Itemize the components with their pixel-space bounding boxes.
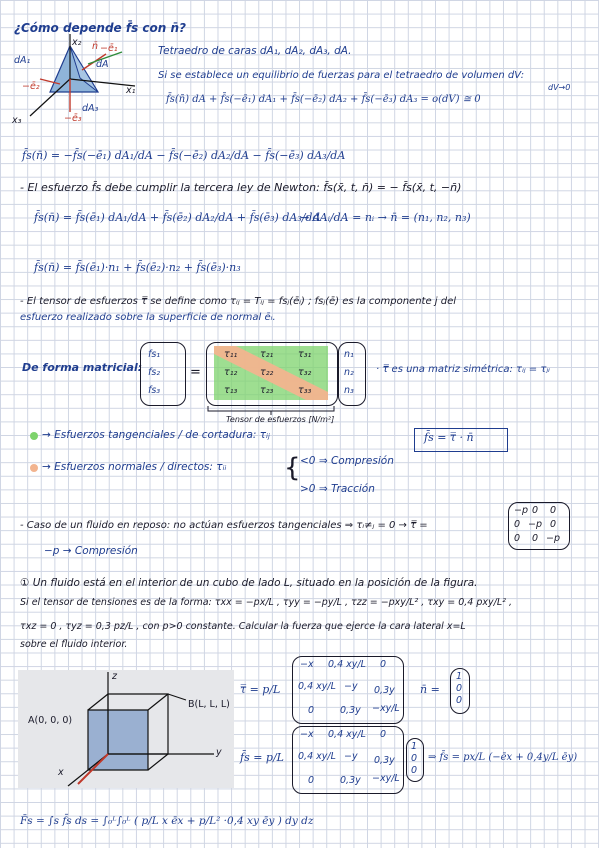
fig-label-x2: x₂	[72, 37, 82, 48]
lhs-fs3: fs₃	[148, 385, 161, 396]
problem-statement-1: ① Un fluido está en el interior de un cubo de lado L, situado en la posición de la figura.	[20, 577, 478, 589]
fs-tau-23: 0,3y	[374, 755, 395, 766]
tau-11: τ₁₁	[224, 349, 238, 360]
fig-label-e3: −ē₃	[64, 113, 82, 124]
tetra-line2: Si se establece un equilibrio de fuerzas para el tetraedro de volumen dV:	[158, 70, 525, 81]
cube-axis-y: y	[216, 747, 222, 758]
fs-tau-11: −x	[300, 729, 314, 740]
fig-label-e2: −ē₂	[22, 81, 40, 92]
rest-m23: 0	[550, 519, 557, 530]
tau-13: τ₁₃	[224, 385, 238, 396]
tau-33: τ₃₃	[298, 385, 312, 396]
fs-n3: 0	[411, 765, 418, 776]
final-integral: F̄s = ∫s f̄s ds = ∫₀ᴸ∫₀ᴸ ( p/L x ēx + p/L² ·0,4 xy ēy ) dy dz	[20, 815, 314, 827]
eq-fs-negative: f̄s(n̄) = −f̄s(−ē₁) dA₁/dA − f̄s(−ē₂) dA₂/dA − f̄s(−ē₃) dA₃/dA	[22, 149, 346, 162]
tau-s23: 0,3y	[374, 685, 395, 696]
fs-tau-12: 0,4 xy/L	[328, 729, 366, 740]
rest-m31: 0	[514, 533, 521, 544]
tau-32: τ₃₂	[298, 367, 312, 378]
cube-drawing	[18, 670, 234, 788]
equilibrium-eq-note: dV→0	[548, 83, 571, 92]
rest-m33: −p	[546, 533, 560, 544]
rest-m11: −p	[514, 505, 528, 516]
tau-s33: −xy/L	[372, 703, 400, 714]
tau-21: τ₂₁	[260, 349, 274, 360]
fs-tau-22: −y	[344, 751, 358, 762]
problem-statement-2: Si el tensor de tensiones es de la forma: τxx = −px/L , τyy = −py/L , τzz = −pxy/L² , τxy = 0,4 pxy/L² ,	[20, 597, 512, 608]
tangential-stresses: → Esfuerzos tangenciales / de cortadura: τᵢⱼ	[42, 429, 270, 441]
tensor-brace-label: Tensor de esfuerzos [N/m²]	[226, 415, 335, 424]
fig-label-da: dA	[96, 59, 109, 70]
tau-solution-prefix: τ̿ = p/L	[240, 683, 281, 696]
tau-22: τ₂₂	[260, 367, 274, 378]
normal-n1: 1	[456, 671, 463, 682]
eq-fs-linear: f̄s(n̄) = f̄s(ē₁)·n₁ + f̄s(ē₂)·n₂ + f̄s(ē₃)·n₃	[34, 261, 241, 274]
rest-m32: 0	[532, 533, 539, 544]
tau-s22: −y	[344, 681, 358, 692]
rhs-n2: n₂	[344, 367, 354, 378]
rest-m21: 0	[514, 519, 521, 530]
problem-statement-4: sobre el fluido interior.	[20, 639, 128, 650]
tau-s12: 0,4 xy/L	[328, 659, 366, 670]
boxed-formula-text: f̄s = τ̿ · n̄	[424, 431, 474, 444]
fig-label-n: n̄	[92, 41, 99, 52]
green-dot-icon	[30, 432, 38, 440]
fs-n2: 0	[411, 753, 418, 764]
traction-case: >0 ⇒ Tracción	[300, 483, 375, 495]
cube-label-b: B(L, L, L)	[188, 699, 230, 710]
fs-n1: 1	[411, 741, 418, 752]
eq-fs-positive: f̄s(n̄) = f̄s(ē₁) dA₁/dA + f̄s(ē₂) dA₂/dA + f̄s(ē₃) dA₃/dA	[34, 211, 321, 224]
tau-23: τ₂₃	[260, 385, 274, 396]
normal-stresses: → Esfuerzos normales / directos: τᵢᵢ	[42, 461, 227, 473]
equilibrium-eq: f̄s(n̄) dA + f̄s(−ē₁) dA₁ + f̄s(−ē₂) dA₂ + f̄s(−ē₃) dA₃ = o(dV) ≅ 0	[166, 94, 481, 105]
fig-label-da3: dA₃	[82, 103, 99, 114]
cube-label-a: A(0, 0, 0)	[28, 715, 73, 726]
tau-12: τ₁₂	[224, 367, 238, 378]
lhs-fs1: fs₁	[148, 349, 161, 360]
fs-tau-33: −xy/L	[372, 773, 400, 784]
rhs-n1: n₁	[344, 349, 354, 360]
fs-tau-32: 0,3y	[340, 775, 361, 786]
fig-label-x3: x₃	[12, 115, 22, 126]
problem-statement-3: τxz = 0 , τyz = 0,3 pz/L , con p>0 constante. Calcular la fuerza que ejerce la cara lateral x=L	[20, 621, 466, 632]
newton-law: - El esfuerzo f̄s debe cumplir la tercera ley de Newton: f̄s(x̄, t, n̄) = − f̄s(x̄, t, −n̄)	[20, 181, 462, 194]
cube-axis-z: z	[112, 671, 117, 682]
eq-normal-components: → dAᵢ/dA = nᵢ → n̄ = (n₁, n₂, n₃)	[300, 211, 471, 224]
tau-s11: −x	[300, 659, 314, 670]
rest-m22: −p	[528, 519, 542, 530]
fig-label-x1: x₁	[126, 85, 136, 96]
fs-tau-31: 0	[308, 775, 315, 786]
tau-s32: 0,3y	[340, 705, 361, 716]
rest-m13: 0	[550, 505, 557, 516]
normal-n3: 0	[456, 695, 463, 706]
tensor-definition-2: esfuerzo realizado sobre la superficie de normal ēᵢ.	[20, 312, 276, 323]
normal-vector-label: n̄ =	[420, 683, 440, 696]
tensor-definition: - El tensor de esfuerzos τ̿ se define como τᵢⱼ = Tᵢⱼ = fsⱼ(ēᵢ) ; fsⱼ(ē) es la componente j del	[20, 296, 457, 307]
rhs-n3: n₃	[344, 385, 354, 396]
rest-compression: −p → Compresión	[44, 545, 138, 557]
fig-label-da1: dA₁	[14, 55, 31, 66]
equals-sign: =	[190, 365, 201, 380]
lhs-vector	[140, 342, 186, 406]
tau-s13: 0	[380, 659, 387, 670]
orange-dot-icon	[30, 464, 38, 472]
tau-s21: 0,4 xy/L	[298, 681, 336, 692]
tau-s31: 0	[308, 705, 315, 716]
normal-n2: 0	[456, 683, 463, 694]
fluid-at-rest: - Caso de un fluido en reposo: no actúan esfuerzos tangenciales ⇒ τᵢ≠ⱼ = 0 → τ̿ =	[20, 520, 428, 531]
matrix-label: De forma matricial:	[22, 361, 143, 374]
fs-tau-21: 0,4 xy/L	[298, 751, 336, 762]
tau-31: τ₃₁	[298, 349, 312, 360]
cube-axis-x: x	[58, 767, 64, 778]
tetra-line1: Tetraedro de caras dA₁, dA₂, dA₃, dA.	[158, 45, 352, 57]
symmetry-note: · τ̿ es una matriz simétrica: τᵢⱼ = τⱼᵢ	[376, 364, 550, 375]
fs-solution-prefix: f̄s = p/L	[240, 751, 284, 764]
fig-label-e1: −ē₁	[100, 43, 118, 54]
rest-m12: 0	[532, 505, 539, 516]
compression-case: <0 ⇒ Compresión	[300, 455, 394, 467]
fs-tau-13: 0	[380, 729, 387, 740]
lhs-fs2: fs₂	[148, 367, 161, 378]
curly-brace: {	[284, 453, 301, 483]
page-title: ¿Cómo depende f̄s con n̄?	[14, 21, 186, 35]
fs-result: ⇒ f̄s = px/L (−ēx + 0,4y/L ēy)	[428, 752, 578, 763]
